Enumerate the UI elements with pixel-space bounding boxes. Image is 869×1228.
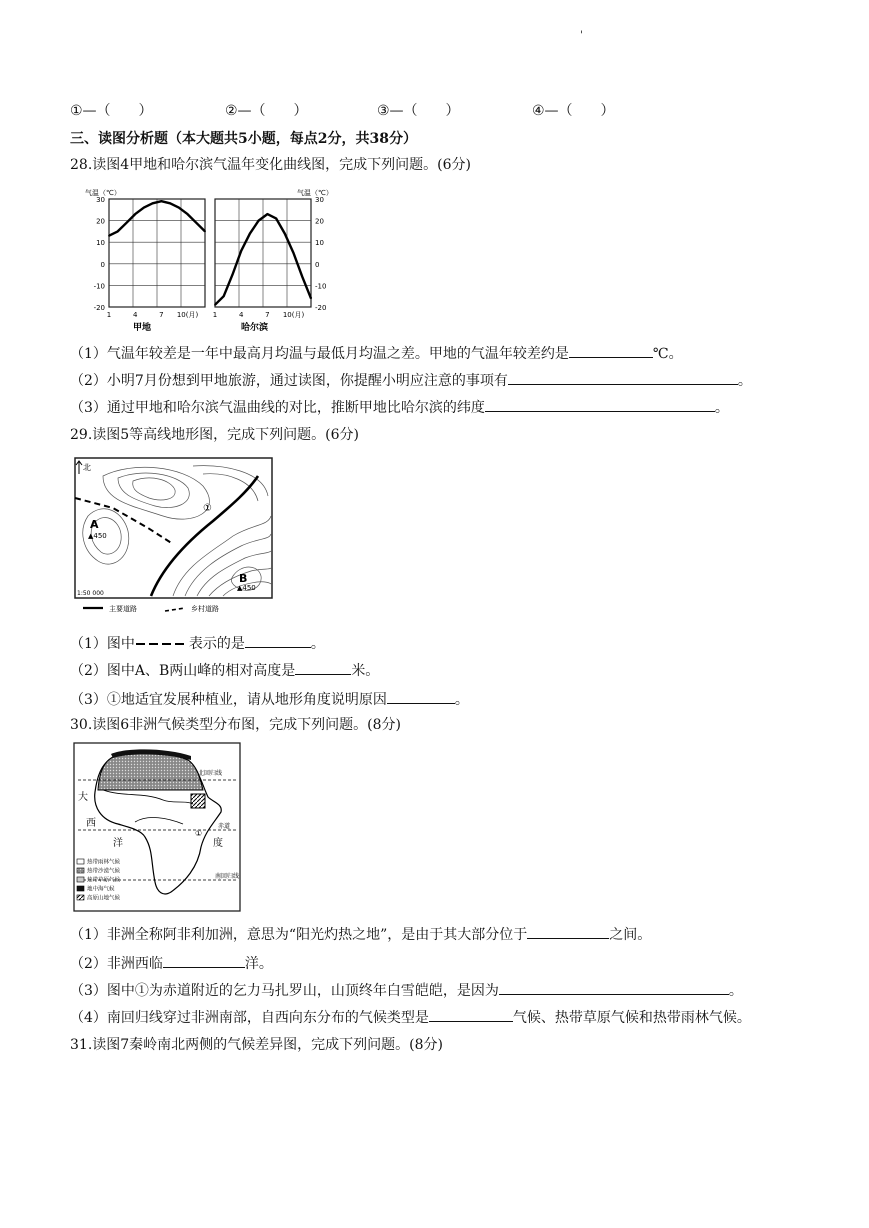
data-point <box>301 276 303 278</box>
x-tick-label: 4 <box>238 311 244 319</box>
legend-item-1: 热带雨林气候 <box>87 859 121 866</box>
q30-answer-3-blank[interactable] <box>499 980 729 995</box>
q30-p2-text: （2）非洲西临 <box>70 956 163 972</box>
q28-answer-3-blank[interactable] <box>485 397 715 412</box>
legend-item-2: 热带沙漠气候 <box>87 868 121 875</box>
data-point <box>178 207 180 209</box>
q30-answer-4-blank[interactable] <box>429 1007 513 1022</box>
north-label: 北 <box>83 463 91 472</box>
y-tick-label: 30 <box>315 196 324 204</box>
y-tick-label: 20 <box>315 217 324 226</box>
y-tick-label: -10 <box>315 282 327 291</box>
q29-stem: 29.读图5等高线地形图，完成下列问题。(6分) <box>70 427 360 443</box>
q30-p4-text: （4）南回归线穿过非洲南部，自西向东分布的气候类型是 <box>70 1010 429 1026</box>
dashed-line-icon <box>135 639 189 649</box>
chart-left-label: 甲地 <box>133 323 152 333</box>
data-point <box>169 202 171 204</box>
x-tick-label: 7 <box>265 311 270 319</box>
data-point <box>195 222 197 224</box>
answer-2: ②—（ ） <box>225 103 308 119</box>
answer-4: ④—（ ） <box>532 103 615 119</box>
q30-p1-text: （1）非洲全称阿非利加洲，意思为“阳光灼热之地”，是由于其大部分位于 <box>70 927 528 943</box>
map-south-tropic-label: 南回归线 <box>215 873 240 880</box>
q31-stem: 31.读图7秦岭南北两侧的气候差异图，完成下列问题。(8分) <box>70 1037 444 1053</box>
map-scale: 1:50 000 <box>77 590 104 597</box>
x-tick-label: 7 <box>159 311 164 319</box>
map-legend <box>77 858 121 902</box>
data-point <box>249 233 251 235</box>
q30-p1-end: 之间。 <box>609 927 652 943</box>
q29-p3-end: 。 <box>454 692 469 708</box>
data-point <box>117 231 119 233</box>
q30-p3 <box>70 980 743 1000</box>
y-tick-label: 0 <box>100 260 105 269</box>
q28-p2-text: （2）小明7月份想到甲地旅游，通过读图，你提醒小明应注意的事项有 <box>70 373 508 389</box>
data-point <box>126 222 128 224</box>
legend-item-5: 高原山地气候 <box>87 895 121 902</box>
q29-p1-text-a: （1）图中 <box>70 636 135 652</box>
y-tick-label: 30 <box>96 196 105 204</box>
x-tick-label: 4 <box>132 311 138 319</box>
data-point <box>187 213 189 215</box>
data-point <box>143 207 145 209</box>
q28-p2-end: 。 <box>737 373 752 389</box>
data-point <box>152 202 154 204</box>
data-point <box>134 213 136 215</box>
x-tick-label: 10(月) <box>176 311 199 319</box>
y-tick-label: -10 <box>93 282 105 291</box>
answer-3: ③—（ ） <box>377 103 460 119</box>
q28-temperature-charts <box>85 183 355 333</box>
q30-p2-end: 洋。 <box>244 956 273 972</box>
legend-item-3: 热带草原气候 <box>87 877 121 884</box>
legend-item-4: 地中海气候 <box>87 886 115 893</box>
map-north-tropic-label: 北回归线 <box>198 770 223 777</box>
q30-p2 <box>70 953 273 973</box>
chart-jiadi <box>94 196 206 319</box>
x-tick-label: 10(月) <box>282 311 305 319</box>
y-tick-label: 20 <box>96 217 105 226</box>
kilimanjaro-marker: ① <box>195 829 203 838</box>
y-tick-label: 10 <box>315 239 324 248</box>
data-point <box>160 200 162 202</box>
data-point <box>266 213 268 215</box>
peak-a-height: ▲450 <box>88 532 107 540</box>
peak-b-label: B <box>239 572 248 585</box>
q30-p1 <box>70 924 651 944</box>
y-tick-label: 0 <box>315 260 320 269</box>
q28-p1-unit: ℃。 <box>652 346 683 362</box>
top-mark: ' <box>580 30 583 41</box>
q29-p2-end: 米。 <box>351 663 380 679</box>
x-tick-label: 1 <box>106 311 112 319</box>
q30-p3-end: 。 <box>728 983 743 999</box>
data-point <box>223 295 225 297</box>
q29-answer-3-blank[interactable] <box>387 689 455 704</box>
y-unit-right: 气温（℃） <box>297 189 333 197</box>
q28-stem: 28.读图4甲地和哈尔滨气温年变化曲线图，完成下列问题。(6分) <box>70 157 472 173</box>
y-tick-label: 10 <box>96 239 105 248</box>
legend-main-road: 主要道路 <box>109 605 137 613</box>
y-unit-left: 气温（℃） <box>85 189 121 197</box>
data-point <box>293 252 295 254</box>
q28-answer-2-blank[interactable] <box>508 370 738 385</box>
data-point <box>275 218 277 220</box>
ocean-label-3: 洋 <box>113 838 123 849</box>
q28-p3 <box>70 397 729 417</box>
x-tick-label: 1 <box>212 311 218 319</box>
map-equator-label: 赤道 <box>218 823 231 830</box>
data-point <box>284 233 286 235</box>
data-point <box>214 304 216 306</box>
peak-a-label: A <box>90 518 99 531</box>
q30-answer-2-blank[interactable] <box>163 953 245 968</box>
data-point <box>204 231 206 233</box>
section-title: 三、读图分析题（本大题共5小题，每点2分，共38分） <box>70 131 417 147</box>
chart-harbin <box>213 196 327 319</box>
data-point <box>232 274 234 276</box>
q29-contour-map <box>73 456 278 621</box>
q28-p1-text: （1）气温年较差是一年中最高月均温与最低月均温之差。甲地的气温年较差约是 <box>70 346 569 362</box>
q30-stem: 30.读图6非洲气候类型分布图，完成下列问题。(8分) <box>70 717 402 733</box>
q29-p3-text: （3）①地适宜发展种植业，请从地形角度说明原因 <box>70 692 387 708</box>
q30-p4-end: 气候、热带草原气候和热带雨林气候。 <box>512 1010 751 1026</box>
ocean-label-1: 大 <box>78 792 88 803</box>
legend-rural-road: 乡村道路 <box>191 605 219 613</box>
q29-p3 <box>70 689 469 709</box>
q28-p3-end: 。 <box>714 400 729 416</box>
y-tick-label: -20 <box>93 304 105 312</box>
answer-1: ①—（ ） <box>70 103 153 119</box>
peak-b-height: ▲450 <box>237 584 256 592</box>
q30-africa-climate-map <box>73 742 243 914</box>
q28-answer-1-blank[interactable] <box>569 343 653 358</box>
data-point <box>240 250 242 252</box>
ocean-label-2: 西 <box>86 818 96 829</box>
q29-answer-1-blank[interactable] <box>245 633 311 648</box>
q28-p1 <box>70 343 683 363</box>
data-point <box>108 235 110 237</box>
chart-right-label: 哈尔滨 <box>241 323 269 333</box>
q30-answer-1-blank[interactable] <box>527 924 609 939</box>
data-point <box>258 220 260 222</box>
q30-p3-text: （3）图中①为赤道附近的乞力马扎罗山，山顶终年白雪皑皑，是因为 <box>70 983 499 999</box>
q28-p2 <box>70 370 752 390</box>
ocean-label-4: 度 <box>213 838 223 849</box>
q29-answer-2-blank[interactable] <box>295 660 351 675</box>
q29-p1-text-b: 表示的是 <box>188 636 245 652</box>
region-1-label: ① <box>203 503 212 514</box>
q29-p2 <box>70 660 379 680</box>
q30-p4 <box>70 1007 751 1027</box>
q28-p3-text: （3）通过甲地和哈尔滨气温曲线的对比，推断甲地比哈尔滨的纬度 <box>70 400 485 416</box>
q29-p1-end: 。 <box>310 636 325 652</box>
q29-p1 <box>70 633 325 653</box>
data-point <box>310 297 312 299</box>
y-tick-label: -20 <box>315 304 327 312</box>
q29-p2-text: （2）图中A、B两山峰的相对高度是 <box>70 663 296 679</box>
